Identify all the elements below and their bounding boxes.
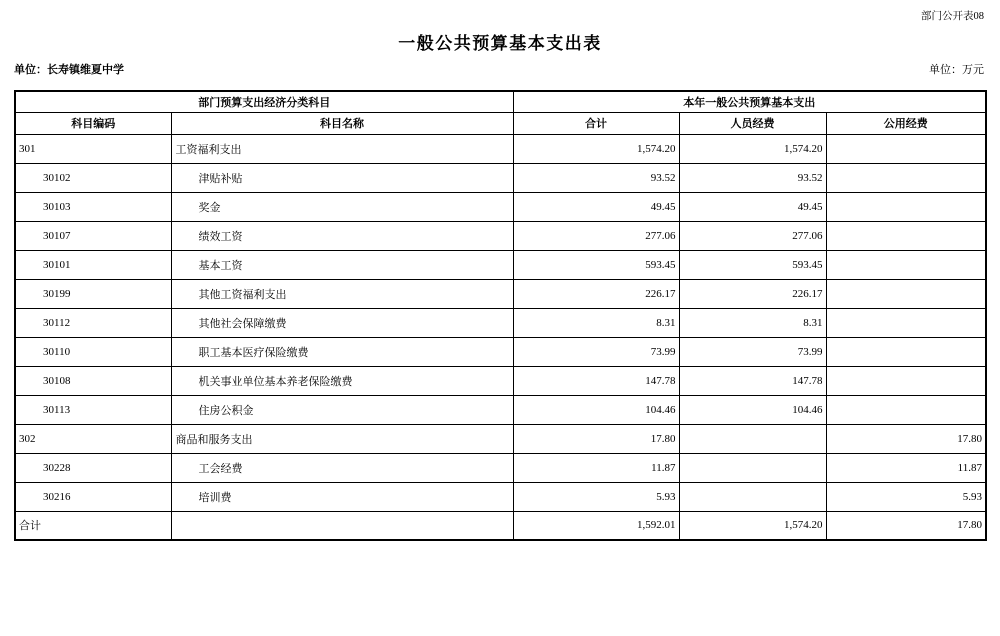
personnel-cell: 8.31 <box>679 308 826 337</box>
subject-name-cell: 培训费 <box>171 482 513 511</box>
header-public-expense: 公用经费 <box>826 112 986 134</box>
personnel-cell: 226.17 <box>679 279 826 308</box>
table-row <box>15 279 986 308</box>
table-row <box>15 192 986 221</box>
personnel-cell <box>679 453 826 482</box>
subject-code-cell: 30102 <box>15 163 171 192</box>
budget-table <box>14 90 987 541</box>
total-cell: 49.45 <box>513 192 679 221</box>
personnel-cell: 593.45 <box>679 250 826 279</box>
header-subject-name: 科目名称 <box>171 112 513 134</box>
total-cell: 147.78 <box>513 366 679 395</box>
table-row <box>15 163 986 192</box>
subject-code-cell: 30228 <box>15 453 171 482</box>
table-row <box>15 221 986 250</box>
public-cell <box>826 250 986 279</box>
subject-code-cell: 30108 <box>15 366 171 395</box>
subject-name-cell: 其他工资福利支出 <box>171 279 513 308</box>
subject-name-cell: 其他社会保障缴费 <box>171 308 513 337</box>
total-cell: 104.46 <box>513 395 679 424</box>
table-row <box>15 453 986 482</box>
subject-name-cell: 机关事业单位基本养老保险缴费 <box>171 366 513 395</box>
public-cell <box>826 366 986 395</box>
table-body <box>15 134 986 540</box>
table-row <box>15 395 986 424</box>
total-cell: 93.52 <box>513 163 679 192</box>
public-cell <box>826 337 986 366</box>
grand-total-row <box>15 511 986 540</box>
subject-code-cell: 30103 <box>15 192 171 221</box>
table-row <box>15 482 986 511</box>
header-group-subject: 部门预算支出经济分类科目 <box>15 91 513 112</box>
subject-name-cell: 工会经费 <box>171 453 513 482</box>
header-group-expenditure: 本年一般公共预算基本支出 <box>513 91 986 112</box>
total-row-total-cell: 1,592.01 <box>513 511 679 540</box>
public-cell <box>826 279 986 308</box>
header-subject-code: 科目编码 <box>15 112 171 134</box>
public-cell <box>826 163 986 192</box>
personnel-cell <box>679 424 826 453</box>
total-cell: 5.93 <box>513 482 679 511</box>
subject-code-cell: 30113 <box>15 395 171 424</box>
table-row <box>15 250 986 279</box>
total-cell: 593.45 <box>513 250 679 279</box>
table-row <box>15 134 986 163</box>
total-cell: 73.99 <box>513 337 679 366</box>
total-row-name-cell <box>171 511 513 540</box>
total-cell: 8.31 <box>513 308 679 337</box>
total-row-personnel-cell: 1,574.20 <box>679 511 826 540</box>
unit-info-row <box>14 61 984 77</box>
public-cell <box>826 134 986 163</box>
table-header <box>15 91 986 134</box>
header-total: 合计 <box>513 112 679 134</box>
public-cell <box>826 395 986 424</box>
subject-code-cell: 30112 <box>15 308 171 337</box>
table-row <box>15 308 986 337</box>
table-row <box>15 366 986 395</box>
subject-code-cell: 30101 <box>15 250 171 279</box>
personnel-cell: 104.46 <box>679 395 826 424</box>
subject-code-cell: 30216 <box>15 482 171 511</box>
subject-code-cell: 301 <box>15 134 171 163</box>
subject-name-cell: 职工基本医疗保险缴费 <box>171 337 513 366</box>
total-cell: 11.87 <box>513 453 679 482</box>
public-cell <box>826 221 986 250</box>
header-personnel-expense: 人员经费 <box>679 112 826 134</box>
public-cell <box>826 192 986 221</box>
total-row-public-cell: 17.80 <box>826 511 986 540</box>
total-cell: 17.80 <box>513 424 679 453</box>
subject-code-cell: 30107 <box>15 221 171 250</box>
subject-name-cell: 商品和服务支出 <box>171 424 513 453</box>
public-cell <box>826 308 986 337</box>
subject-code-cell: 30110 <box>15 337 171 366</box>
public-cell: 5.93 <box>826 482 986 511</box>
unit-currency-label: 单位：万元 <box>929 64 984 76</box>
subject-name-cell: 工资福利支出 <box>171 134 513 163</box>
total-row-label: 合计 <box>15 511 171 540</box>
subject-name-cell: 住房公积金 <box>171 395 513 424</box>
table-row <box>15 337 986 366</box>
personnel-cell <box>679 482 826 511</box>
personnel-cell: 49.45 <box>679 192 826 221</box>
public-cell: 11.87 <box>826 453 986 482</box>
header-columns-row <box>15 112 986 134</box>
subject-name-cell: 津贴补贴 <box>171 163 513 192</box>
total-cell: 277.06 <box>513 221 679 250</box>
unit-name-label: 单位：长寿镇维夏中学 <box>14 64 124 76</box>
header-group-row <box>15 91 986 112</box>
subject-name-cell: 奖金 <box>171 192 513 221</box>
personnel-cell: 93.52 <box>679 163 826 192</box>
doc-number-label: 部门公开表08 <box>921 11 984 22</box>
personnel-cell: 1,574.20 <box>679 134 826 163</box>
total-cell: 1,574.20 <box>513 134 679 163</box>
subject-name-cell: 绩效工资 <box>171 221 513 250</box>
total-cell: 226.17 <box>513 279 679 308</box>
subject-code-cell: 30199 <box>15 279 171 308</box>
personnel-cell: 277.06 <box>679 221 826 250</box>
subject-code-cell: 302 <box>15 424 171 453</box>
personnel-cell: 147.78 <box>679 366 826 395</box>
subject-name-cell: 基本工资 <box>171 250 513 279</box>
public-cell: 17.80 <box>826 424 986 453</box>
table-row <box>15 424 986 453</box>
page-title: 一般公共预算基本支出表 <box>398 34 602 53</box>
personnel-cell: 73.99 <box>679 337 826 366</box>
